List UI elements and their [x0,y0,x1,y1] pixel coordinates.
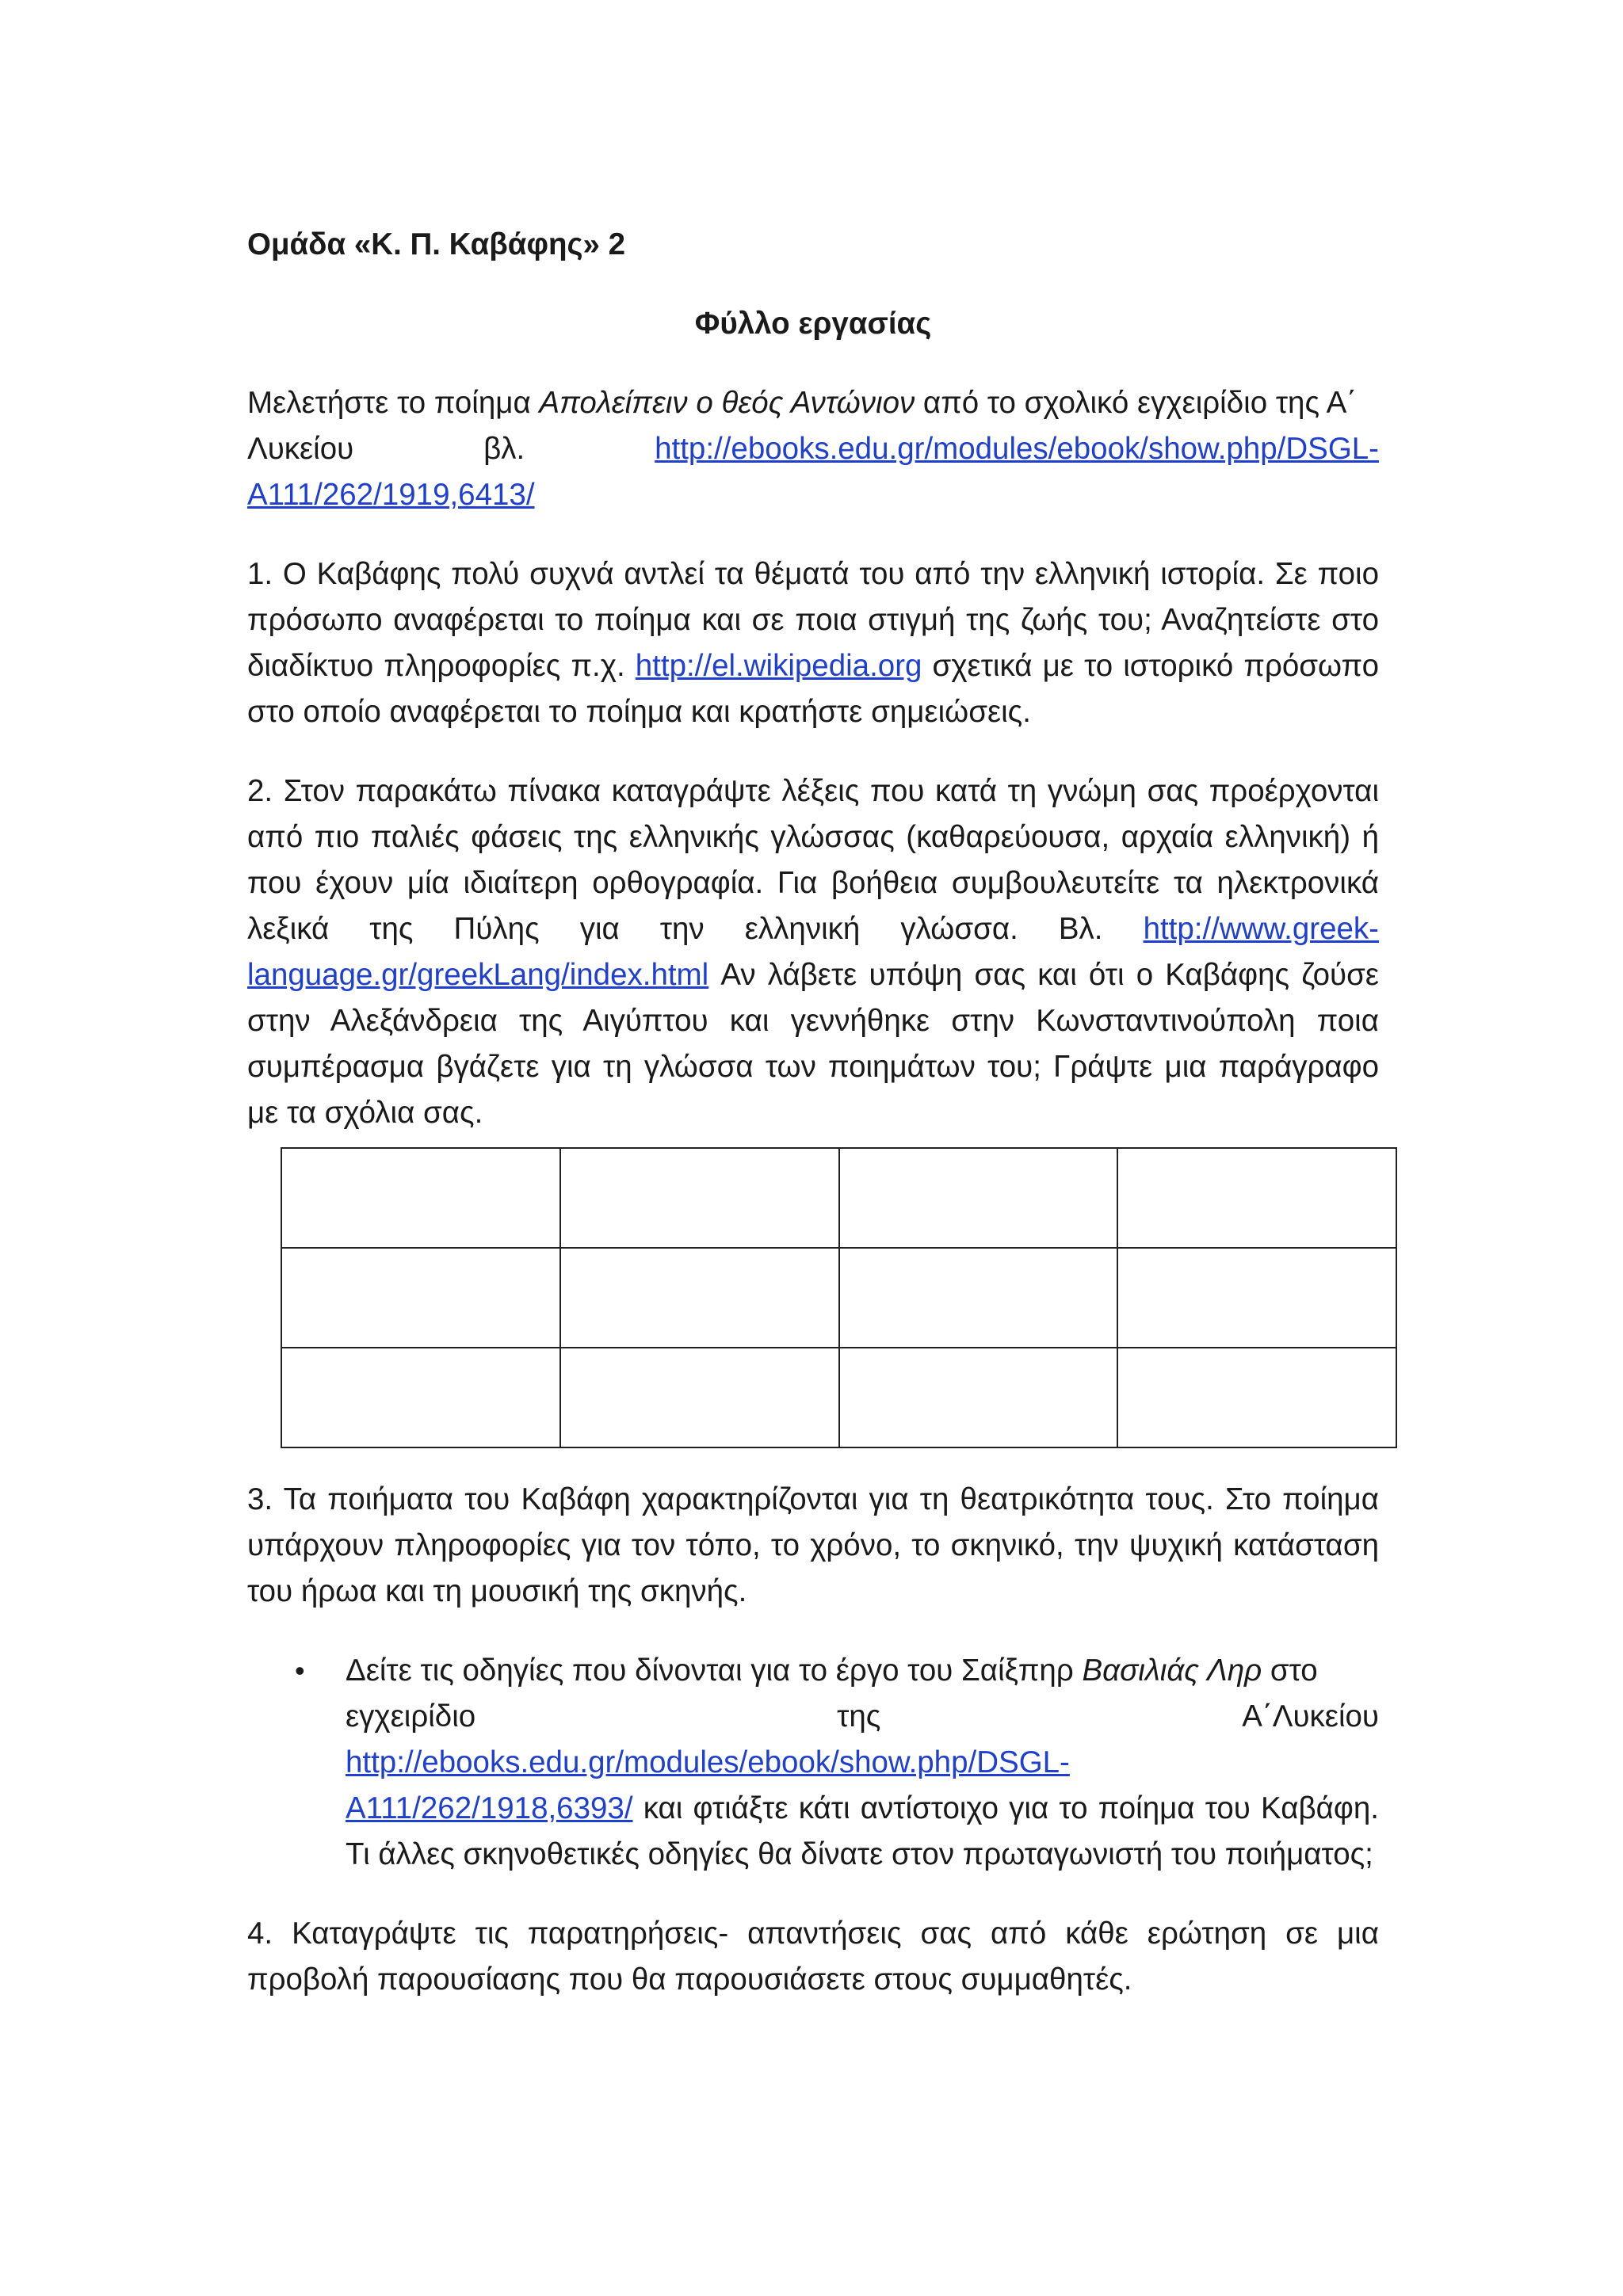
bullet-line-2: εγχειρίδιο της Α΄Λυκείου [346,1699,1379,1733]
table-cell[interactable] [839,1148,1118,1248]
ebook-link-2b[interactable]: A111/262/1918,6393/ [346,1791,633,1825]
table-cell[interactable] [560,1248,839,1348]
bullet-line-1: Δείτε τις οδηγίες που δίνονται για το έργο του Σαίξπηρ Βασιλιάς Ληρ στο [346,1653,1318,1688]
question-4: 4. Καταγράψτε τις παρατηρήσεις- απαντήσεις σας από κάθε ερώτηση σε μια προβολή παρουσίασης που θα παρουσιάσετε στους συμμαθητές. [247,1917,1379,1997]
greek-language-portal-link[interactable]: http://www.greek-language.gr/greekLang/index.html [247,912,1379,992]
ebook-link-1b[interactable]: A111/262/1919,6413/ [247,478,535,512]
table-cell[interactable] [281,1348,560,1447]
worksheet-title: Φύλλο εργασίας [694,307,932,341]
bullet-text [346,1648,1379,1878]
table-row [281,1348,1396,1447]
table-cell[interactable] [560,1348,839,1447]
table-cell[interactable] [1117,1148,1396,1248]
table-cell[interactable] [1117,1348,1396,1447]
table-cell[interactable] [839,1248,1118,1348]
question-3: 3. Τα ποιήματα του Καβάφη χαρακτηρίζονται για τη θεατρικότητα τους. Στο ποίημα υπάρχουν πληροφορίες για τον τόπο, το χρόνο, το σκηνικό, την ψυχική κατάσταση του ήρωα και τη μουσική της σκηνής. [247,1482,1379,1608]
table-cell[interactable] [281,1248,560,1348]
intro-line-2: Λυκείου βλ. http://ebooks.edu.gr/modules/ebook/show.php/DSGL- [247,426,1379,472]
table-cell[interactable] [560,1148,839,1248]
bullet-icon: • [295,1654,305,1687]
bullet-item [295,1648,1379,1878]
bullet-line-4: A111/262/1918,6393/ και φτιάξτε κάτι αντίστοιχο για το ποίημα του Καβάφη. Τι άλλες σκηνοθετικές οδηγίες θα δίνατε στον πρωταγωνιστή του ποιήματος; [346,1791,1379,1871]
group-title: Ομάδα «Κ. Π. Καβάφης» 2 [247,227,626,261]
intro-paragraph [247,380,1379,518]
wikipedia-link[interactable]: http://el.wikipedia.org [635,649,922,683]
table-cell[interactable] [1117,1248,1396,1348]
question-1: 1. Ο Καβάφης πολύ συχνά αντλεί τα θέματά του από την ελληνική ιστορία. Σε ποιο πρόσωπο αναφέρεται το ποίημα και σε ποια στιγμή της ζωής του; Αναζητείστε στο διαδίκτυο πληροφορίες π.χ. http://el.wikipedia.org σχετικά με το ιστορικό πρόσωπο στο οποίο αναφέρεται το ποίημα και κρατήστε σημειώσεις. [247,557,1379,729]
ebook-link-1a[interactable]: http://ebooks.edu.gr/modules/ebook/show.php/DSGL- [655,432,1379,466]
ebook-link-2a[interactable]: http://ebooks.edu.gr/modules/ebook/show.php/DSGL- [346,1745,1070,1779]
table-cell[interactable] [839,1348,1118,1447]
question-2: 2. Στον παρακάτω πίνακα καταγράψτε λέξεις που κατά τη γνώμη σας προέρχονται από πιο παλιές φάσεις της ελληνικής γλώσσας (καθαρεύουσα, αρχαία ελληνική) ή που έχουν μία ιδιαίτερη ορθογραφία. Για βοήθεια συμβουλευτείτε τα ηλεκτρονικά λεξικά της Πύλης για την ελληνική γλώσσα. Βλ. http://www.greek-language.gr/greekLang/index.html Αν λάβετε υπόψη σας και ότι ο Καβάφης ζούσε στην Αλεξάνδρεια της Αιγύπτου και γεννήθηκε στην Κωνσταντινούπολη ποια συμπέρασμα βγάζετε για τη γλώσσα των ποιημάτων του; Γράψτε μια παράγραφο με τα σχόλια σας. [247,774,1379,1130]
word-table [281,1147,1397,1448]
table-row [281,1148,1396,1248]
intro-line-1: Μελετήστε το ποίημα Απολείπειν ο θεός Αντώνιον από το σχολικό εγχειρίδιο της Α΄ [247,386,1358,420]
worksheet-page [247,222,1379,2003]
intro-line-3 [247,472,1379,518]
table-row [281,1248,1396,1348]
table-cell[interactable] [281,1148,560,1248]
play-title: Βασιλιάς Ληρ [1082,1653,1262,1688]
poem-title: Απολείπειν ο θεός Αντώνιον [539,386,915,420]
bullet-line-3 [346,1740,1379,1786]
